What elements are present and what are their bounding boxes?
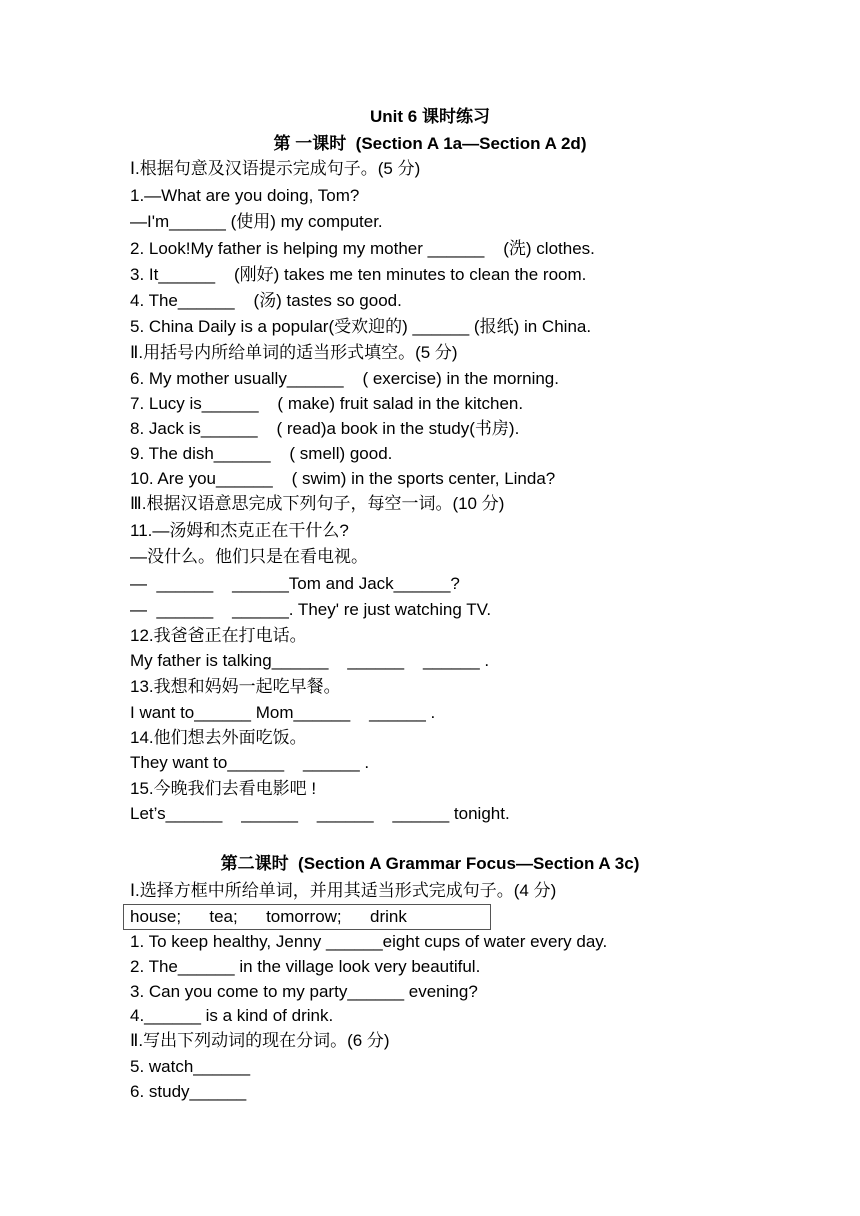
lesson1-part1-heading: Ⅰ.根据句意及汉语提示完成句子。(5 分) (130, 159, 421, 178)
worksheet-title: Unit 6 课时练习 (370, 107, 490, 126)
exercise-line: 14.他们想去外面吃饭。 (130, 728, 307, 747)
exercise-line: My father is talking______ ______ ______ . (130, 651, 490, 670)
exercise-line: 7. Lucy is______ ( make) fruit salad in the kitchen. (130, 394, 524, 413)
exercise-line: 2. Look!My father is helping my mother ______ (洗) clothes. (130, 239, 595, 258)
exercise-line: 10. Are you______ ( swim) in the sports center, Linda? (130, 469, 556, 488)
exercise-line: 1.—What are you doing, Tom? (130, 186, 360, 205)
exercise-line: 12.我爸爸正在打电话。 (130, 626, 307, 645)
exercise-line: 13.我想和妈妈一起吃早餐。 (130, 677, 341, 696)
exercise-line: 4. The______ (汤) tastes so good. (130, 291, 402, 310)
exercise-line: —没什么。他们只是在看电视。 (130, 547, 368, 566)
word-box-words: house; tea; tomorrow; drink (130, 907, 407, 926)
lesson2-part2-heading: Ⅱ.写出下列动词的现在分词。(6 分) (130, 1031, 390, 1050)
lesson1-heading: 第 一课时 (Section A 1a—Section A 2d) (273, 134, 587, 153)
exercise-line: 8. Jack is______ ( read)a book in the study(书房). (130, 419, 520, 438)
exercise-line: 11.—汤姆和杰克正在干什么? (130, 521, 349, 540)
lesson1-part3-heading: Ⅲ.根据汉语意思完成下列句子，每空一词。(10 分) (130, 494, 505, 513)
exercise-line: 3. Can you come to my party______ evening? (130, 982, 478, 1001)
exercise-line: 6. My mother usually______ ( exercise) in the morning. (130, 369, 559, 388)
exercise-line: — ______ ______. They' re just watching TV. (130, 600, 492, 619)
lesson2-part1-heading: Ⅰ.选择方框中所给单词，并用其适当形式完成句子。(4 分) (130, 881, 557, 900)
exercise-line: I want to______ Mom______ ______ . (130, 703, 436, 722)
exercise-line: 5. China Daily is a popular(受欢迎的) ______ (报纸) in China. (130, 317, 592, 336)
exercise-line: 2. The______ in the village look very beautiful. (130, 957, 481, 976)
exercise-line: 1. To keep healthy, Jenny ______eight cups of water every day. (130, 932, 608, 951)
exercise-line: 4.______ is a kind of drink. (130, 1006, 334, 1025)
exercise-line: 5. watch______ (130, 1057, 251, 1076)
lesson2-heading: 第二课时 (Section A Grammar Focus—Section A 3c) (220, 854, 640, 873)
exercise-line: 9. The dish______ ( smell) good. (130, 444, 393, 463)
lesson1-part2-heading: Ⅱ.用括号内所给单词的适当形式填空。(5 分) (130, 343, 458, 362)
exercise-line: —I'm______ (使用) my computer. (130, 212, 383, 231)
exercise-line: They want to______ ______ . (130, 753, 370, 772)
exercise-line: 6. study______ (130, 1082, 247, 1101)
exercise-line: Let’s______ ______ ______ ______ tonight. (130, 804, 510, 823)
exercise-line: — ______ ______Tom and Jack______? (130, 574, 460, 593)
exercise-line: 15.今晚我们去看电影吧 ! (130, 779, 317, 798)
exercise-line: 3. It______ (刚好) takes me ten minutes to clean the room. (130, 265, 587, 284)
